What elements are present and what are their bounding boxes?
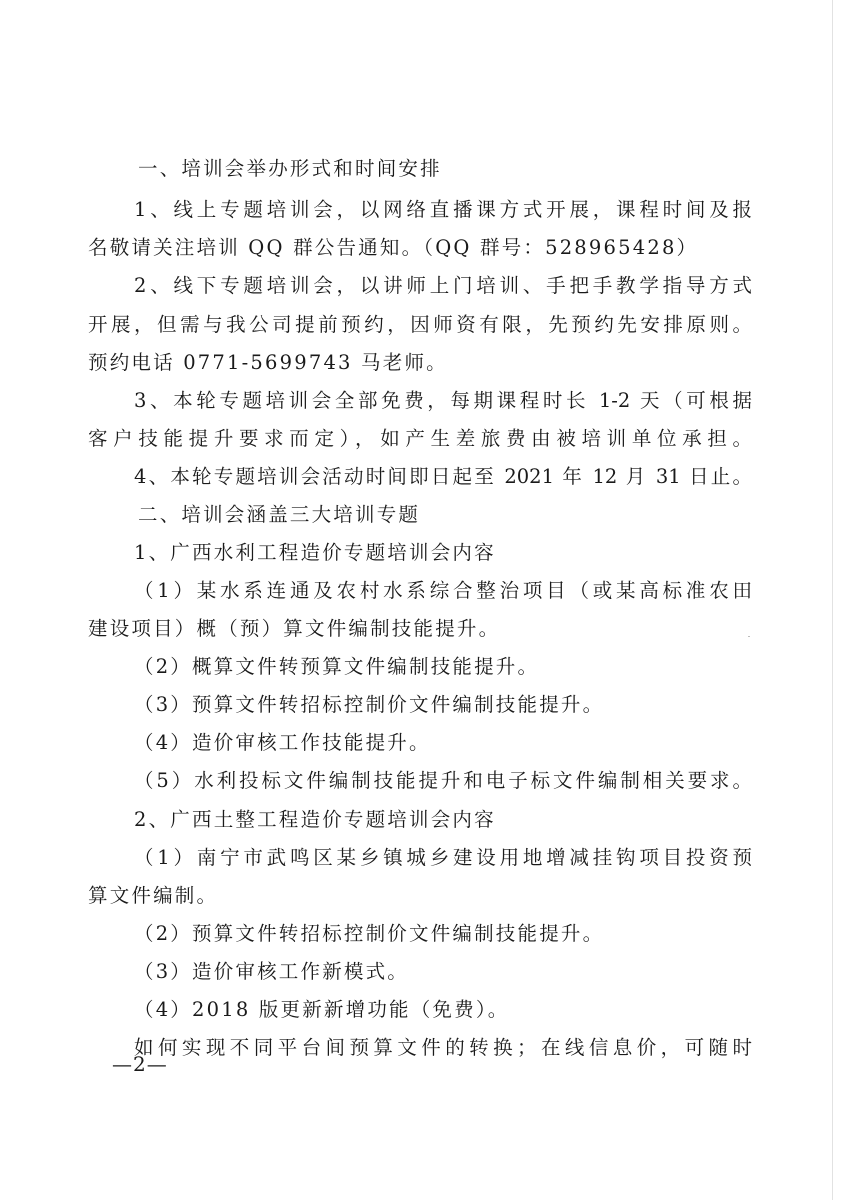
list-item-line: 建设项目）概（预）算文件编制技能提升。 xyxy=(88,617,501,640)
paragraph-line: 2、线下专题培训会，以讲师上门培训、手把手教学指导方式 xyxy=(134,274,752,297)
list-item-line: （1）南宁市武鸣区某乡镇城乡建设用地增减挂钩项目投资预 xyxy=(134,846,752,869)
list-item-line: （3）预算文件转招标控制价文件编制技能提升。 xyxy=(134,693,605,716)
paragraph-line: 3、本轮专题培训会全部免费，每期课程时长 1-2 天（可根据 xyxy=(134,389,752,412)
paragraph-line: 名敬请关注培训 QQ 群公告通知。（QQ 群号：528965428） xyxy=(88,236,699,259)
list-item-line: （4）造价审核工作技能提升。 xyxy=(134,731,431,754)
list-item-line: （2）概算文件转预算文件编制技能提升。 xyxy=(134,655,540,678)
list-item-line: （4）2018 版更新新增功能（免费）。 xyxy=(134,998,510,1021)
paragraph-line: 4、本轮专题培训会活动时间即日起至 2021 年 12 月 31 日止。 xyxy=(134,465,752,488)
page-edge-divider xyxy=(832,0,833,1200)
section-heading-1: 一、培训会举办形式和时间安排 xyxy=(138,157,442,180)
paragraph-line: 开展，但需与我公司提前预约，因师资有限，先预约先安排原则。 xyxy=(88,313,752,336)
list-item-line: （1）某水系连通及农村水系综合整治项目（或某高标准农田 xyxy=(134,579,752,602)
paragraph-line: 客户技能提升要求而定），如产生差旅费由被培训单位承担。 xyxy=(88,427,752,450)
section-heading-2: 二、培训会涵盖三大培训专题 xyxy=(138,503,421,526)
scan-artifact xyxy=(748,636,750,637)
paragraph-line: 1、线上专题培训会，以网络直播课方式开展，课程时间及报 xyxy=(134,198,752,221)
list-item-line: （3）造价审核工作新模式。 xyxy=(134,960,410,983)
subsection-heading: 1、广西水利工程造价专题培训会内容 xyxy=(134,541,496,564)
list-item-line: 算文件编制。 xyxy=(88,884,219,907)
page-number: —2— xyxy=(112,1052,168,1076)
list-item-line: （2）预算文件转招标控制价文件编制技能提升。 xyxy=(134,922,605,945)
list-item-line: （5）水利投标文件编制技能提升和电子标文件编制相关要求。 xyxy=(134,769,752,792)
paragraph-line: 预约电话 0771-5699743 马老师。 xyxy=(88,351,448,374)
subsection-heading: 2、广西土整工程造价专题培训会内容 xyxy=(134,808,496,831)
paragraph-line: 如何实现不同平台间预算文件的转换；在线信息价，可随时 xyxy=(134,1036,752,1059)
